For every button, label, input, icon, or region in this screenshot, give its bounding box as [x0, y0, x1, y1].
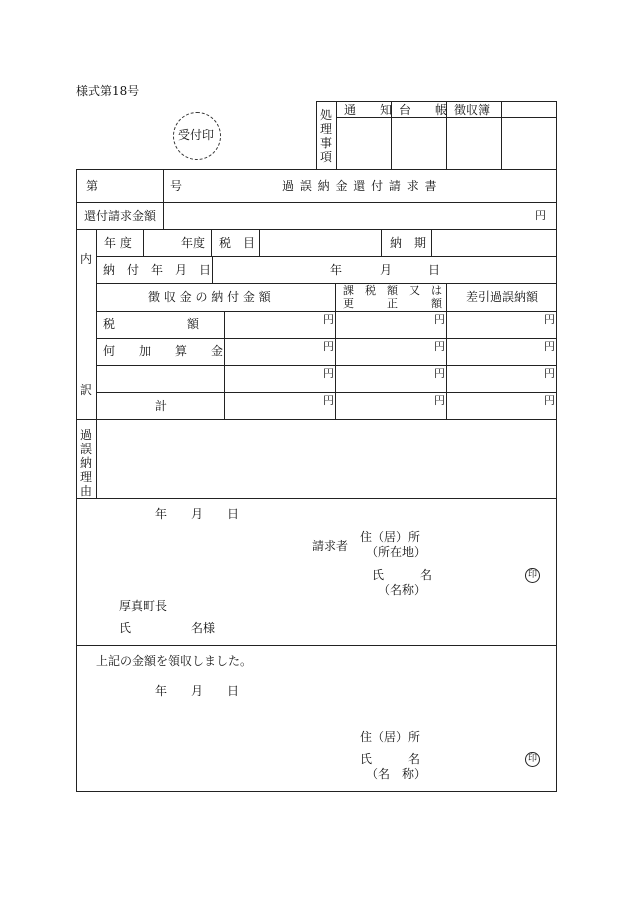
yen-mark: 円 — [323, 367, 334, 380]
receipt-seal: 印 — [525, 752, 540, 767]
processing-col-notice: 通 知 — [344, 103, 393, 117]
claimant-label: 請求者 — [312, 539, 349, 553]
receipt-name-label: 氏 名 — [360, 752, 421, 766]
claimant-name-sub: （名称） — [378, 583, 427, 597]
yen-mark: 円 — [434, 394, 445, 407]
form-title: 過 誤 納 金 還 付 請 求 書 — [282, 179, 438, 193]
yen-mark: 円 — [323, 394, 334, 407]
processing-col-ledger: 台 帳 — [399, 103, 448, 117]
claimant-address-label: 住（居）所 — [360, 530, 421, 544]
breakdown-side-bottom: 訳 — [80, 383, 93, 397]
period-label: 納 期 — [390, 236, 427, 250]
assessed-header-line2: 更 正 額 — [343, 297, 442, 310]
year-label: 年 度 — [104, 236, 132, 250]
payment-date-label: 納 付 年 月 日 — [103, 263, 212, 277]
receipt-address-label: 住（居）所 — [360, 730, 421, 744]
claimant-name-label: 氏 名 — [372, 568, 433, 582]
yen-mark: 円 — [544, 394, 555, 407]
yen-mark: 円 — [544, 340, 555, 353]
surcharge-row-label: 何 加 算 金 — [103, 344, 224, 358]
reason-label: 過誤納理由 — [79, 428, 92, 498]
claim-date: 年 月 日 — [155, 507, 240, 521]
refund-amount-label: 還付請求金額 — [84, 209, 157, 223]
claimant-address-sub: （所在地） — [366, 545, 427, 559]
tax-item-label: 税 目 — [219, 236, 256, 250]
yen-mark: 円 — [544, 367, 555, 380]
year-suffix: 年度 — [181, 236, 206, 250]
total-row-label: 計 — [155, 399, 168, 413]
receipt-date: 年 月 日 — [155, 684, 240, 698]
yen-mark: 円 — [323, 340, 334, 353]
yen-mark: 円 — [544, 313, 555, 326]
receipt-statement: 上記の金額を領収しました。 — [96, 654, 253, 668]
yen-mark: 円 — [434, 313, 445, 326]
recipient-name: 氏 名様 — [119, 621, 216, 635]
breakdown-side-top: 内 — [80, 252, 93, 266]
tax-amount-row-label: 税 額 — [103, 317, 200, 331]
claimant-seal: 印 — [525, 568, 540, 583]
processing-label: 処理事項 — [319, 108, 332, 164]
payment-date-year: 年 — [330, 263, 343, 277]
recipient-town: 厚真町長 — [119, 599, 168, 613]
yen-mark: 円 — [434, 340, 445, 353]
processing-col-collection-book: 徴収簿 — [454, 103, 491, 117]
collected-amount-header: 徴 収 金 の 納 付 金 額 — [148, 290, 271, 304]
payment-date-month: 月 — [380, 263, 393, 277]
number-label: 第 号 — [86, 179, 183, 193]
payment-date-day: 日 — [428, 263, 441, 277]
yen-mark: 円 — [434, 367, 445, 380]
assessed-header-line1: 課 税 額 又 は — [343, 284, 442, 297]
yen-mark: 円 — [323, 313, 334, 326]
receipt-name-sub: （名 称） — [366, 767, 427, 781]
reception-stamp-label: 受付印 — [178, 128, 215, 142]
refund-amount-unit: 円 — [535, 209, 546, 222]
difference-header: 差引過誤納額 — [466, 290, 539, 304]
form-number: 様式第18号 — [76, 84, 140, 98]
